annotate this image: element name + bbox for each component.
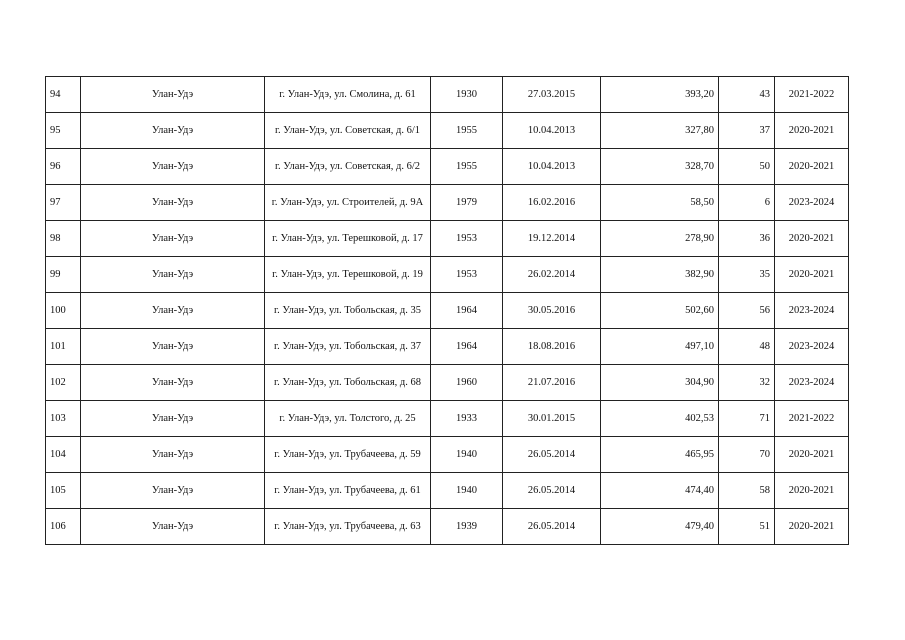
build-year-cell: 1955 bbox=[431, 149, 503, 185]
date-cell: 18.08.2016 bbox=[503, 329, 601, 365]
date-cell: 26.05.2014 bbox=[503, 473, 601, 509]
address-cell: г. Улан-Удэ, ул. Советская, д. 6/2 bbox=[265, 149, 431, 185]
build-year-cell: 1960 bbox=[431, 365, 503, 401]
city-cell: Улан-Удэ bbox=[81, 473, 265, 509]
table-row bbox=[46, 437, 849, 473]
period-cell: 2021-2022 bbox=[775, 77, 849, 113]
city-cell: Улан-Удэ bbox=[81, 257, 265, 293]
period-cell: 2020-2021 bbox=[775, 437, 849, 473]
table-body bbox=[46, 77, 849, 545]
area-cell: 58,50 bbox=[601, 185, 719, 221]
residents-cell: 71 bbox=[719, 401, 775, 437]
table-row bbox=[46, 509, 849, 545]
table-row bbox=[46, 365, 849, 401]
table-row bbox=[46, 221, 849, 257]
table-row bbox=[46, 77, 849, 113]
date-cell: 26.05.2014 bbox=[503, 509, 601, 545]
row-number-cell: 99 bbox=[46, 257, 81, 293]
row-number-cell: 105 bbox=[46, 473, 81, 509]
period-cell: 2021-2022 bbox=[775, 401, 849, 437]
address-cell: г. Улан-Удэ, ул. Трубачеева, д. 59 bbox=[265, 437, 431, 473]
date-cell: 21.07.2016 bbox=[503, 365, 601, 401]
period-cell: 2020-2021 bbox=[775, 149, 849, 185]
city-cell: Улан-Удэ bbox=[81, 401, 265, 437]
area-cell: 497,10 bbox=[601, 329, 719, 365]
table-row bbox=[46, 329, 849, 365]
build-year-cell: 1939 bbox=[431, 509, 503, 545]
city-cell: Улан-Удэ bbox=[81, 437, 265, 473]
residents-cell: 35 bbox=[719, 257, 775, 293]
period-cell: 2023-2024 bbox=[775, 365, 849, 401]
address-cell: г. Улан-Удэ, ул. Терешковой, д. 19 bbox=[265, 257, 431, 293]
period-cell: 2020-2021 bbox=[775, 257, 849, 293]
residents-cell: 36 bbox=[719, 221, 775, 257]
build-year-cell: 1930 bbox=[431, 77, 503, 113]
residents-cell: 6 bbox=[719, 185, 775, 221]
table-row bbox=[46, 401, 849, 437]
city-cell: Улан-Удэ bbox=[81, 365, 265, 401]
area-cell: 474,40 bbox=[601, 473, 719, 509]
period-cell: 2023-2024 bbox=[775, 293, 849, 329]
build-year-cell: 1933 bbox=[431, 401, 503, 437]
address-cell: г. Улан-Удэ, ул. Тобольская, д. 37 bbox=[265, 329, 431, 365]
table-row bbox=[46, 185, 849, 221]
row-number-cell: 96 bbox=[46, 149, 81, 185]
address-cell: г. Улан-Удэ, ул. Строителей, д. 9А bbox=[265, 185, 431, 221]
row-number-cell: 100 bbox=[46, 293, 81, 329]
row-number-cell: 98 bbox=[46, 221, 81, 257]
address-cell: г. Улан-Удэ, ул. Смолина, д. 61 bbox=[265, 77, 431, 113]
address-cell: г. Улан-Удэ, ул. Советская, д. 6/1 bbox=[265, 113, 431, 149]
area-cell: 327,80 bbox=[601, 113, 719, 149]
residents-cell: 70 bbox=[719, 437, 775, 473]
city-cell: Улан-Удэ bbox=[81, 113, 265, 149]
period-cell: 2020-2021 bbox=[775, 473, 849, 509]
residents-cell: 56 bbox=[719, 293, 775, 329]
area-cell: 393,20 bbox=[601, 77, 719, 113]
residents-cell: 48 bbox=[719, 329, 775, 365]
row-number-cell: 106 bbox=[46, 509, 81, 545]
date-cell: 16.02.2016 bbox=[503, 185, 601, 221]
table-row bbox=[46, 473, 849, 509]
period-cell: 2023-2024 bbox=[775, 185, 849, 221]
address-cell: г. Улан-Удэ, ул. Толстого, д. 25 bbox=[265, 401, 431, 437]
residents-cell: 50 bbox=[719, 149, 775, 185]
address-cell: г. Улан-Удэ, ул. Трубачеева, д. 61 bbox=[265, 473, 431, 509]
row-number-cell: 97 bbox=[46, 185, 81, 221]
build-year-cell: 1940 bbox=[431, 437, 503, 473]
build-year-cell: 1964 bbox=[431, 293, 503, 329]
row-number-cell: 104 bbox=[46, 437, 81, 473]
row-number-cell: 94 bbox=[46, 77, 81, 113]
area-cell: 502,60 bbox=[601, 293, 719, 329]
table-row bbox=[46, 257, 849, 293]
table-row bbox=[46, 113, 849, 149]
build-year-cell: 1979 bbox=[431, 185, 503, 221]
city-cell: Улан-Удэ bbox=[81, 221, 265, 257]
residents-cell: 51 bbox=[719, 509, 775, 545]
date-cell: 26.05.2014 bbox=[503, 437, 601, 473]
area-cell: 402,53 bbox=[601, 401, 719, 437]
date-cell: 10.04.2013 bbox=[503, 149, 601, 185]
date-cell: 27.03.2015 bbox=[503, 77, 601, 113]
area-cell: 278,90 bbox=[601, 221, 719, 257]
residents-cell: 32 bbox=[719, 365, 775, 401]
date-cell: 30.05.2016 bbox=[503, 293, 601, 329]
table-row bbox=[46, 149, 849, 185]
build-year-cell: 1964 bbox=[431, 329, 503, 365]
residents-cell: 37 bbox=[719, 113, 775, 149]
build-year-cell: 1953 bbox=[431, 257, 503, 293]
build-year-cell: 1940 bbox=[431, 473, 503, 509]
date-cell: 19.12.2014 bbox=[503, 221, 601, 257]
area-cell: 382,90 bbox=[601, 257, 719, 293]
city-cell: Улан-Удэ bbox=[81, 149, 265, 185]
area-cell: 465,95 bbox=[601, 437, 719, 473]
date-cell: 26.02.2014 bbox=[503, 257, 601, 293]
address-cell: г. Улан-Удэ, ул. Трубачеева, д. 63 bbox=[265, 509, 431, 545]
row-number-cell: 102 bbox=[46, 365, 81, 401]
address-cell: г. Улан-Удэ, ул. Тобольская, д. 68 bbox=[265, 365, 431, 401]
residents-cell: 43 bbox=[719, 77, 775, 113]
city-cell: Улан-Удэ bbox=[81, 185, 265, 221]
date-cell: 10.04.2013 bbox=[503, 113, 601, 149]
area-cell: 328,70 bbox=[601, 149, 719, 185]
table-row bbox=[46, 293, 849, 329]
row-number-cell: 103 bbox=[46, 401, 81, 437]
city-cell: Улан-Удэ bbox=[81, 77, 265, 113]
row-number-cell: 95 bbox=[46, 113, 81, 149]
area-cell: 304,90 bbox=[601, 365, 719, 401]
build-year-cell: 1955 bbox=[431, 113, 503, 149]
period-cell: 2020-2021 bbox=[775, 221, 849, 257]
period-cell: 2023-2024 bbox=[775, 329, 849, 365]
address-cell: г. Улан-Удэ, ул. Терешковой, д. 17 bbox=[265, 221, 431, 257]
housing-table bbox=[45, 76, 849, 545]
build-year-cell: 1953 bbox=[431, 221, 503, 257]
area-cell: 479,40 bbox=[601, 509, 719, 545]
period-cell: 2020-2021 bbox=[775, 113, 849, 149]
city-cell: Улан-Удэ bbox=[81, 329, 265, 365]
address-cell: г. Улан-Удэ, ул. Тобольская, д. 35 bbox=[265, 293, 431, 329]
date-cell: 30.01.2015 bbox=[503, 401, 601, 437]
residents-cell: 58 bbox=[719, 473, 775, 509]
city-cell: Улан-Удэ bbox=[81, 509, 265, 545]
row-number-cell: 101 bbox=[46, 329, 81, 365]
city-cell: Улан-Удэ bbox=[81, 293, 265, 329]
period-cell: 2020-2021 bbox=[775, 509, 849, 545]
